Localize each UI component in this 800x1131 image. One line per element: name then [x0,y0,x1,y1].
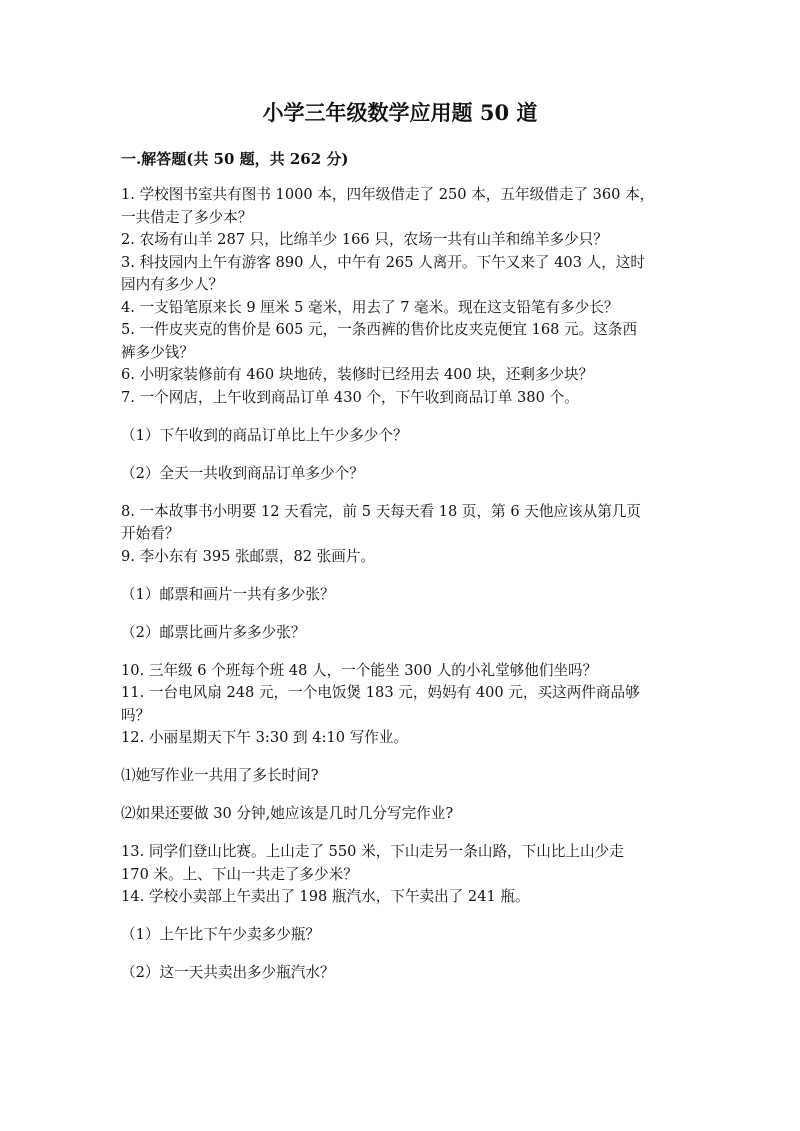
question-3-line-1: 3. 科技园内上午有游客 890 人，中午有 265 人离开。下午又来了 403 人，这时 [121,253,645,271]
question-1-line-2: 一共借走了多少本？ [121,208,253,226]
question-7: 7. 一个网店，上午收到商品订单 430 个，下午收到商品订单 380 个。 [121,388,579,406]
question-14-part-1: （1）上午比下午少卖多少瓶？ [121,926,321,943]
question-13-line-2: 170 米。上、下山一共走了多少米？ [121,865,358,883]
question-14: 14. 学校小卖部上午卖出了 198 瓶汽水，下午卖出了 241 瓶。 [121,888,530,905]
page-title: 小学三年级数学应用题 50 道 [262,100,538,125]
question-7-part-2: （2）全天一共收到商品订单多少个？ [121,464,364,482]
question-2: 2. 农场有山羊 287 只，比绵羊少 166 只，农场一共有山羊和绵羊多少只？ [121,231,608,248]
question-list [121,184,681,985]
question-6: 6. 小明家装修前有 460 块地砖，装修时已经用去 400 块，还剩多少块？ [121,366,594,383]
question-9-part-2: （2）邮票比画片多多少张？ [121,623,306,641]
question-9: 9. 李小东有 395 张邮票，82 张画片。 [121,547,376,565]
question-14-part-2: （2）这一天共卖出多少瓶汽水？ [121,964,335,981]
question-4: 4. 一支铅笔原来长 9 厘米 5 毫米，用去了 7 毫米。现在这支铅笔有多少长？ [121,298,619,316]
question-8-line-1: 8. 一本故事书小明要 12 天看完，前 5 天每天看 18 页，第 6 天他应该从第几页 [121,502,642,520]
question-13-line-1: 13. 同学们登山比赛。上山走了 550 米，下山走另一条山路，下山比上山少走 [121,843,624,860]
question-11-line-1: 11. 一台电风扇 248 元，一个电饭煲 183 元，妈妈有 400 元，买这两件商品够 [121,684,640,701]
question-12-part-1: ⑴她写作业一共用了多长时间? [121,767,319,784]
question-3-line-2: 园内有多少人？ [121,276,224,293]
question-5-line-2: 裤多少钱？ [121,343,194,361]
question-5-line-1: 5. 一件皮夹克的售价是 605 元，一条西裤的售价比皮夹克便宜 168 元。这条西 [121,321,638,338]
question-9-part-1: （1）邮票和画片一共有多少张？ [121,585,335,603]
question-7-part-1: （1）下午收到的商品订单比上午少多少个？ [121,426,408,444]
question-1-line-1: 1. 学校图书室共有图书 1000 本，四年级借走了 250 本，五年级借走了 360 本， [121,186,655,203]
question-12-part-2: ⑵如果还要做 30 分钟,她应该是几时几分写完作业? [121,805,454,822]
question-12: 12. 小丽星期天下午 3:30 到 4:10 写作业。 [121,729,409,746]
question-11-line-2: 吗？ [121,706,151,724]
section-header: 一.解答题(共 50 题，共 262 分) [121,150,349,168]
question-10: 10. 三年级 6 个班每个班 48 人，一个能坐 300 人的小礼堂够他们坐吗？ [121,661,598,679]
question-8-line-2: 开始看？ [121,525,180,542]
